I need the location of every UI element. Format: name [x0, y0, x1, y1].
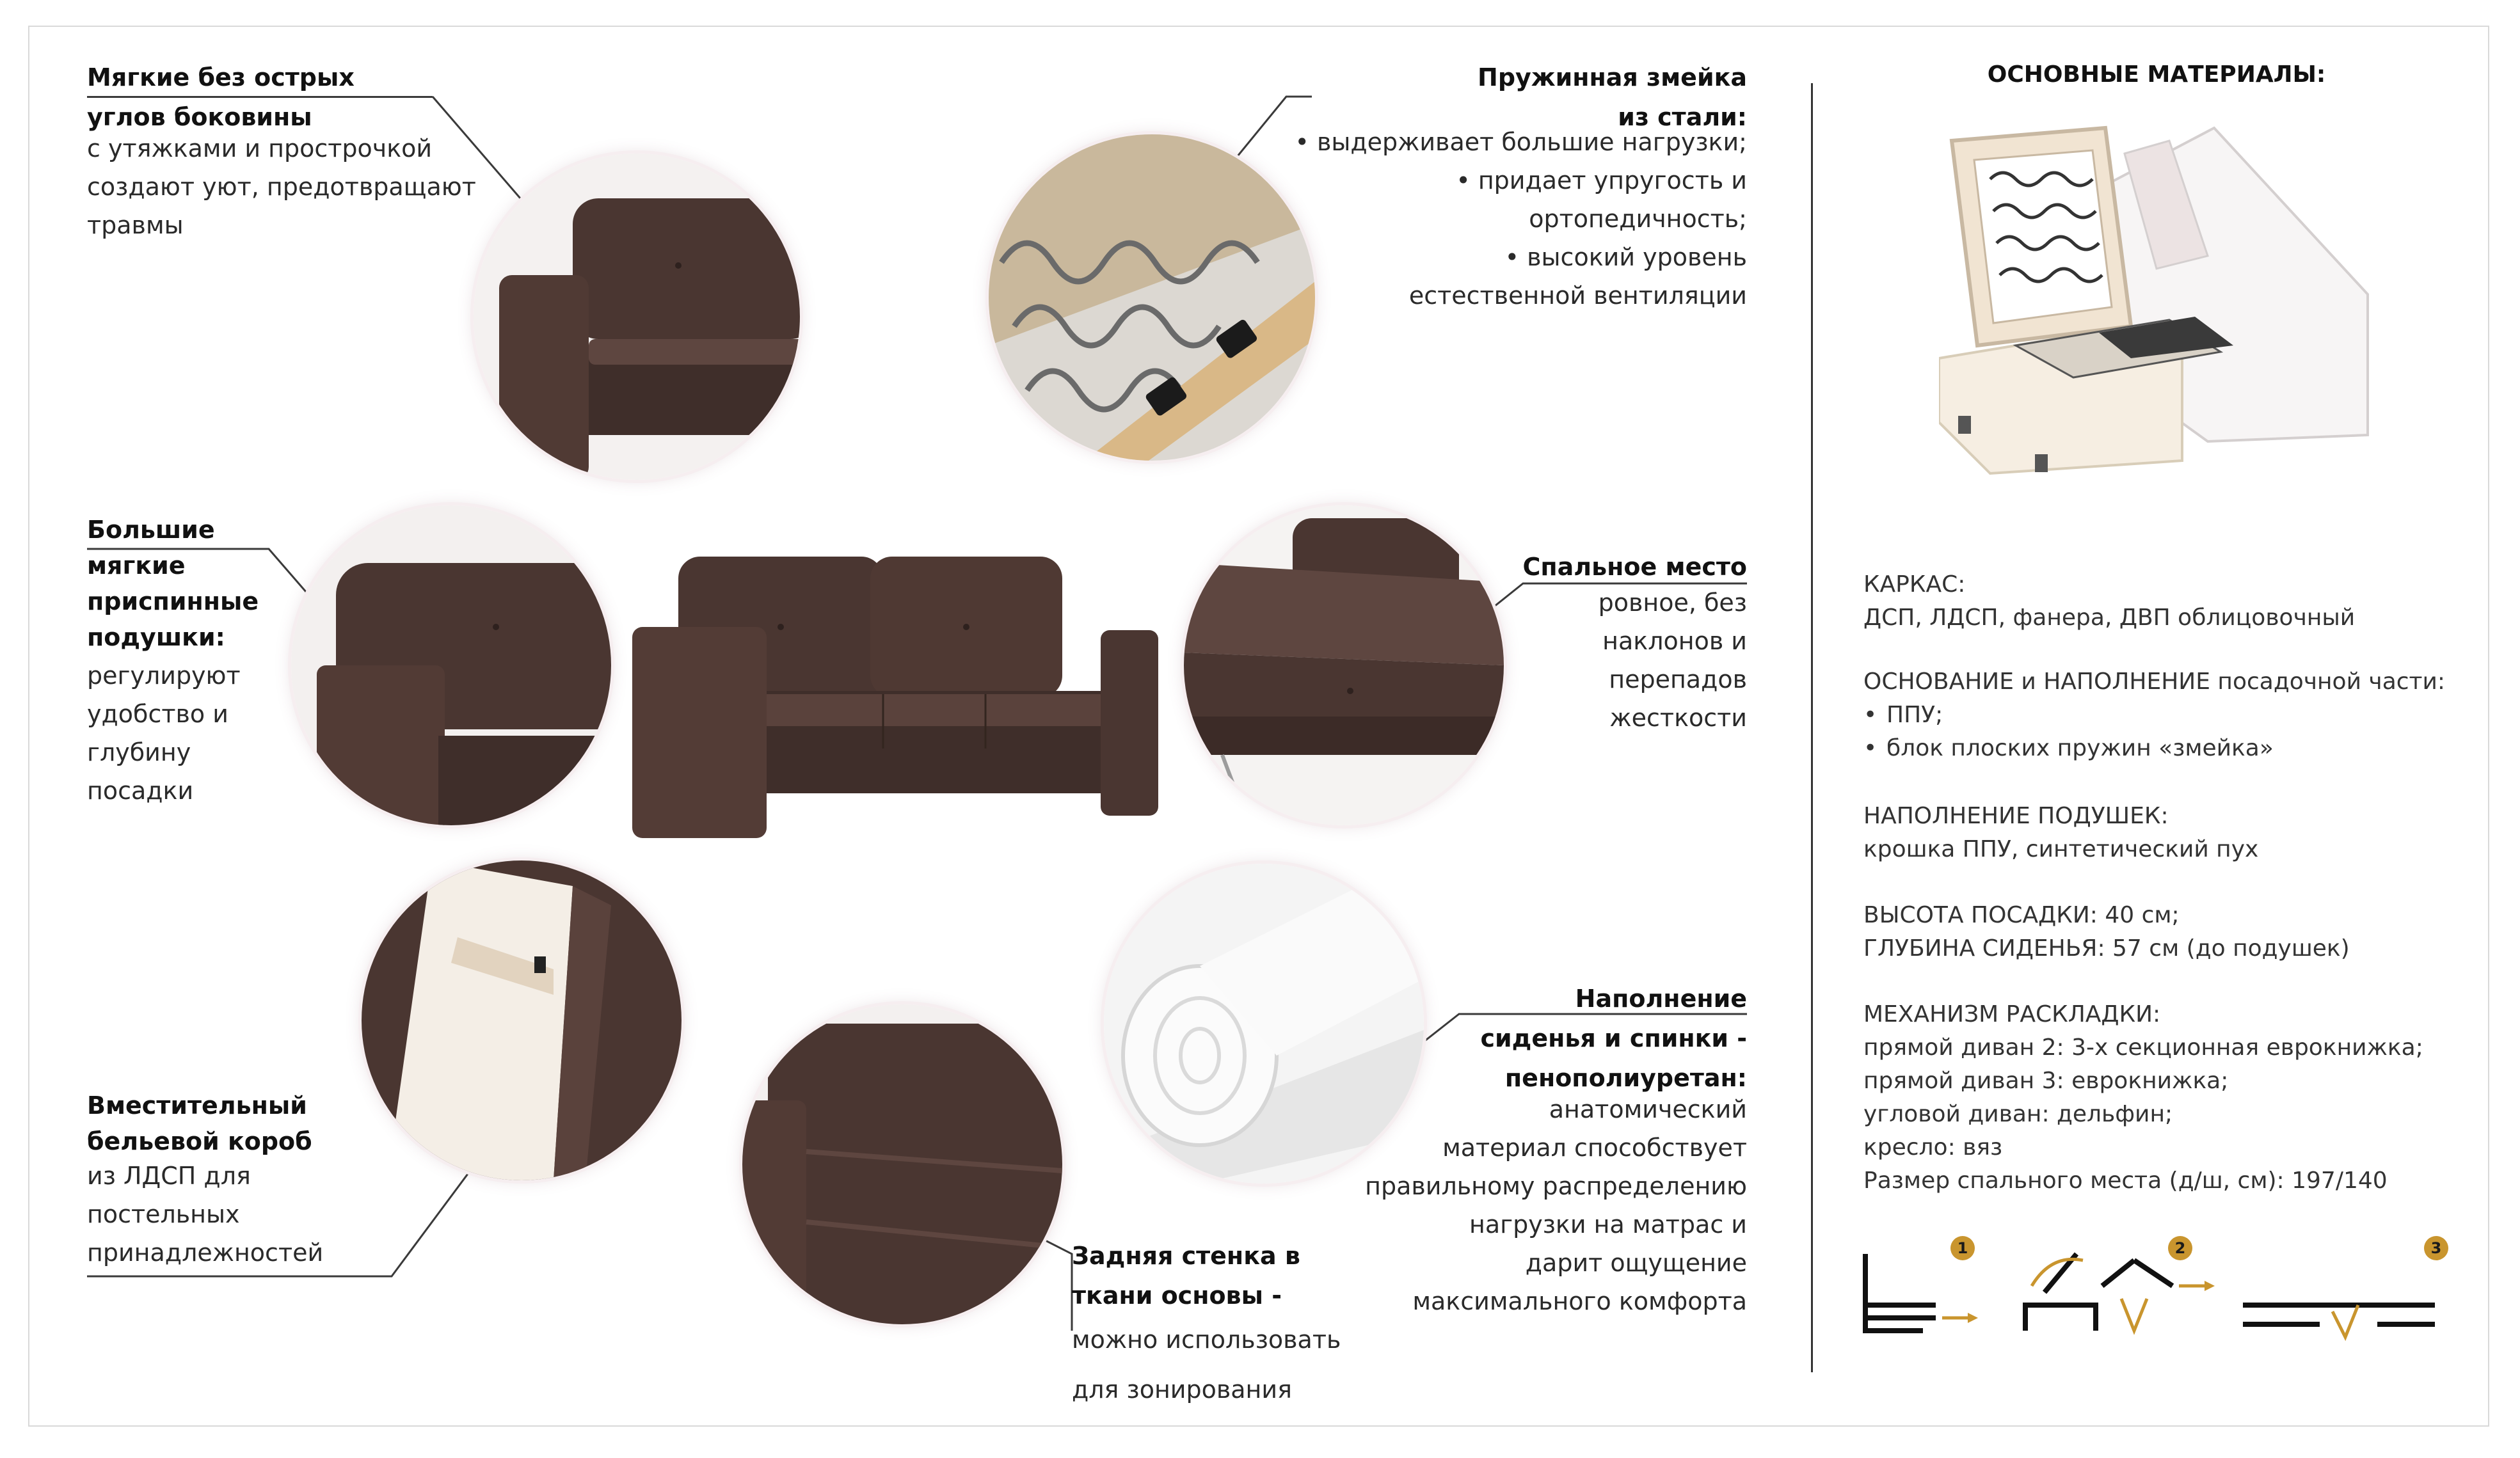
armrests-text: с утяжками и прострочкой создают уют, предотвращают травмы: [87, 134, 476, 239]
sofa-image: [627, 544, 1165, 851]
cushions-text: регулируют удобство и глубину посадки: [87, 662, 241, 805]
mechanism-steps-diagram: [1859, 1235, 2460, 1350]
cushion-photo-circle: [291, 505, 611, 825]
storage-text: из ЛДСП для постельных принадлежностей: [87, 1162, 324, 1267]
backwall-text: можно использовать для зонирования: [1072, 1326, 1341, 1404]
filling-text: анатомический материал способствует правильному распределению нагрузки на матрас и дарит ощущение максимального комфорта: [1365, 1095, 1747, 1315]
spring-list: • выдерживает большие нагрузки; • придает упругость и ортопедичность; • высокий уровень естественной вентиляции: [1295, 128, 1747, 310]
backwall-photo-circle: [742, 1004, 1062, 1324]
construction-diagram: [1939, 115, 2374, 486]
frame-block: КАРКАС: ДСП, ЛДСП, фанера, ДВП облицовочный: [1863, 571, 2356, 631]
storage-title: Вместительный бельевой короб: [87, 1091, 312, 1155]
armrest-photo: [474, 154, 800, 480]
cushion-photo: [291, 505, 611, 825]
backwall-title: Задняя стенка в ткани основы -: [1072, 1242, 1300, 1310]
storage-photo-circle: [362, 860, 682, 1180]
cushions-title: Большие мягкие приспинные подушки:: [87, 516, 259, 651]
armrests-leader: [87, 96, 433, 98]
sleeping-photo-circle: [1184, 505, 1504, 825]
pillow-block: НАПОЛНЕНИЕ ПОДУШЕК: крошка ППУ, синтетический пух: [1863, 803, 2259, 862]
dimensions-block: ВЫСОТА ПОСАДКИ: 40 см; ГЛУБИНА СИДЕНЬЯ: 57 см (до подушек): [1863, 902, 2350, 962]
panel-divider: [1811, 83, 1813, 1372]
spring-photo-circle: [989, 134, 1315, 461]
step-badge-2: 2: [2168, 1236, 2192, 1260]
filling-title: Наполнение сиденья и спинки - пенополиуретан:: [1480, 985, 1747, 1092]
spring-title: Пружинная змейка из стали:: [1478, 63, 1747, 131]
mechanism-block: МЕХАНИЗМ РАСКЛАДКИ: прямой диван 2: 3-х секционная еврокнижка; прямой диван 3: еврокнижка; угловой диван: дельфин; кресло: вяз Размер спального места (д/ш, см): 197/140: [1863, 1001, 2423, 1194]
step-badge-3: 3: [2424, 1236, 2448, 1260]
armrest-photo-circle: [474, 154, 800, 480]
armrests-title: Мягкие без острых углов боковины: [87, 63, 355, 131]
step-badge-1: 1: [1950, 1236, 1975, 1260]
sleeping-text: ровное, без наклонов и перепадов жесткости: [1598, 589, 1747, 732]
spring-photo: [989, 134, 1315, 461]
sleeping-photo: [1184, 505, 1504, 825]
sleeping-title: Спальное место: [1522, 553, 1747, 581]
base-block: ОСНОВАНИЕ и НАПОЛНЕНИЕ посадочной части: • ППУ; • блок плоских пружин «змейка»: [1863, 669, 2446, 761]
backwall-photo: [742, 1004, 1062, 1324]
materials-title: ОСНОВНЫЕ МАТЕРИАЛЫ:: [1987, 61, 2326, 88]
storage-photo: [362, 860, 682, 1180]
